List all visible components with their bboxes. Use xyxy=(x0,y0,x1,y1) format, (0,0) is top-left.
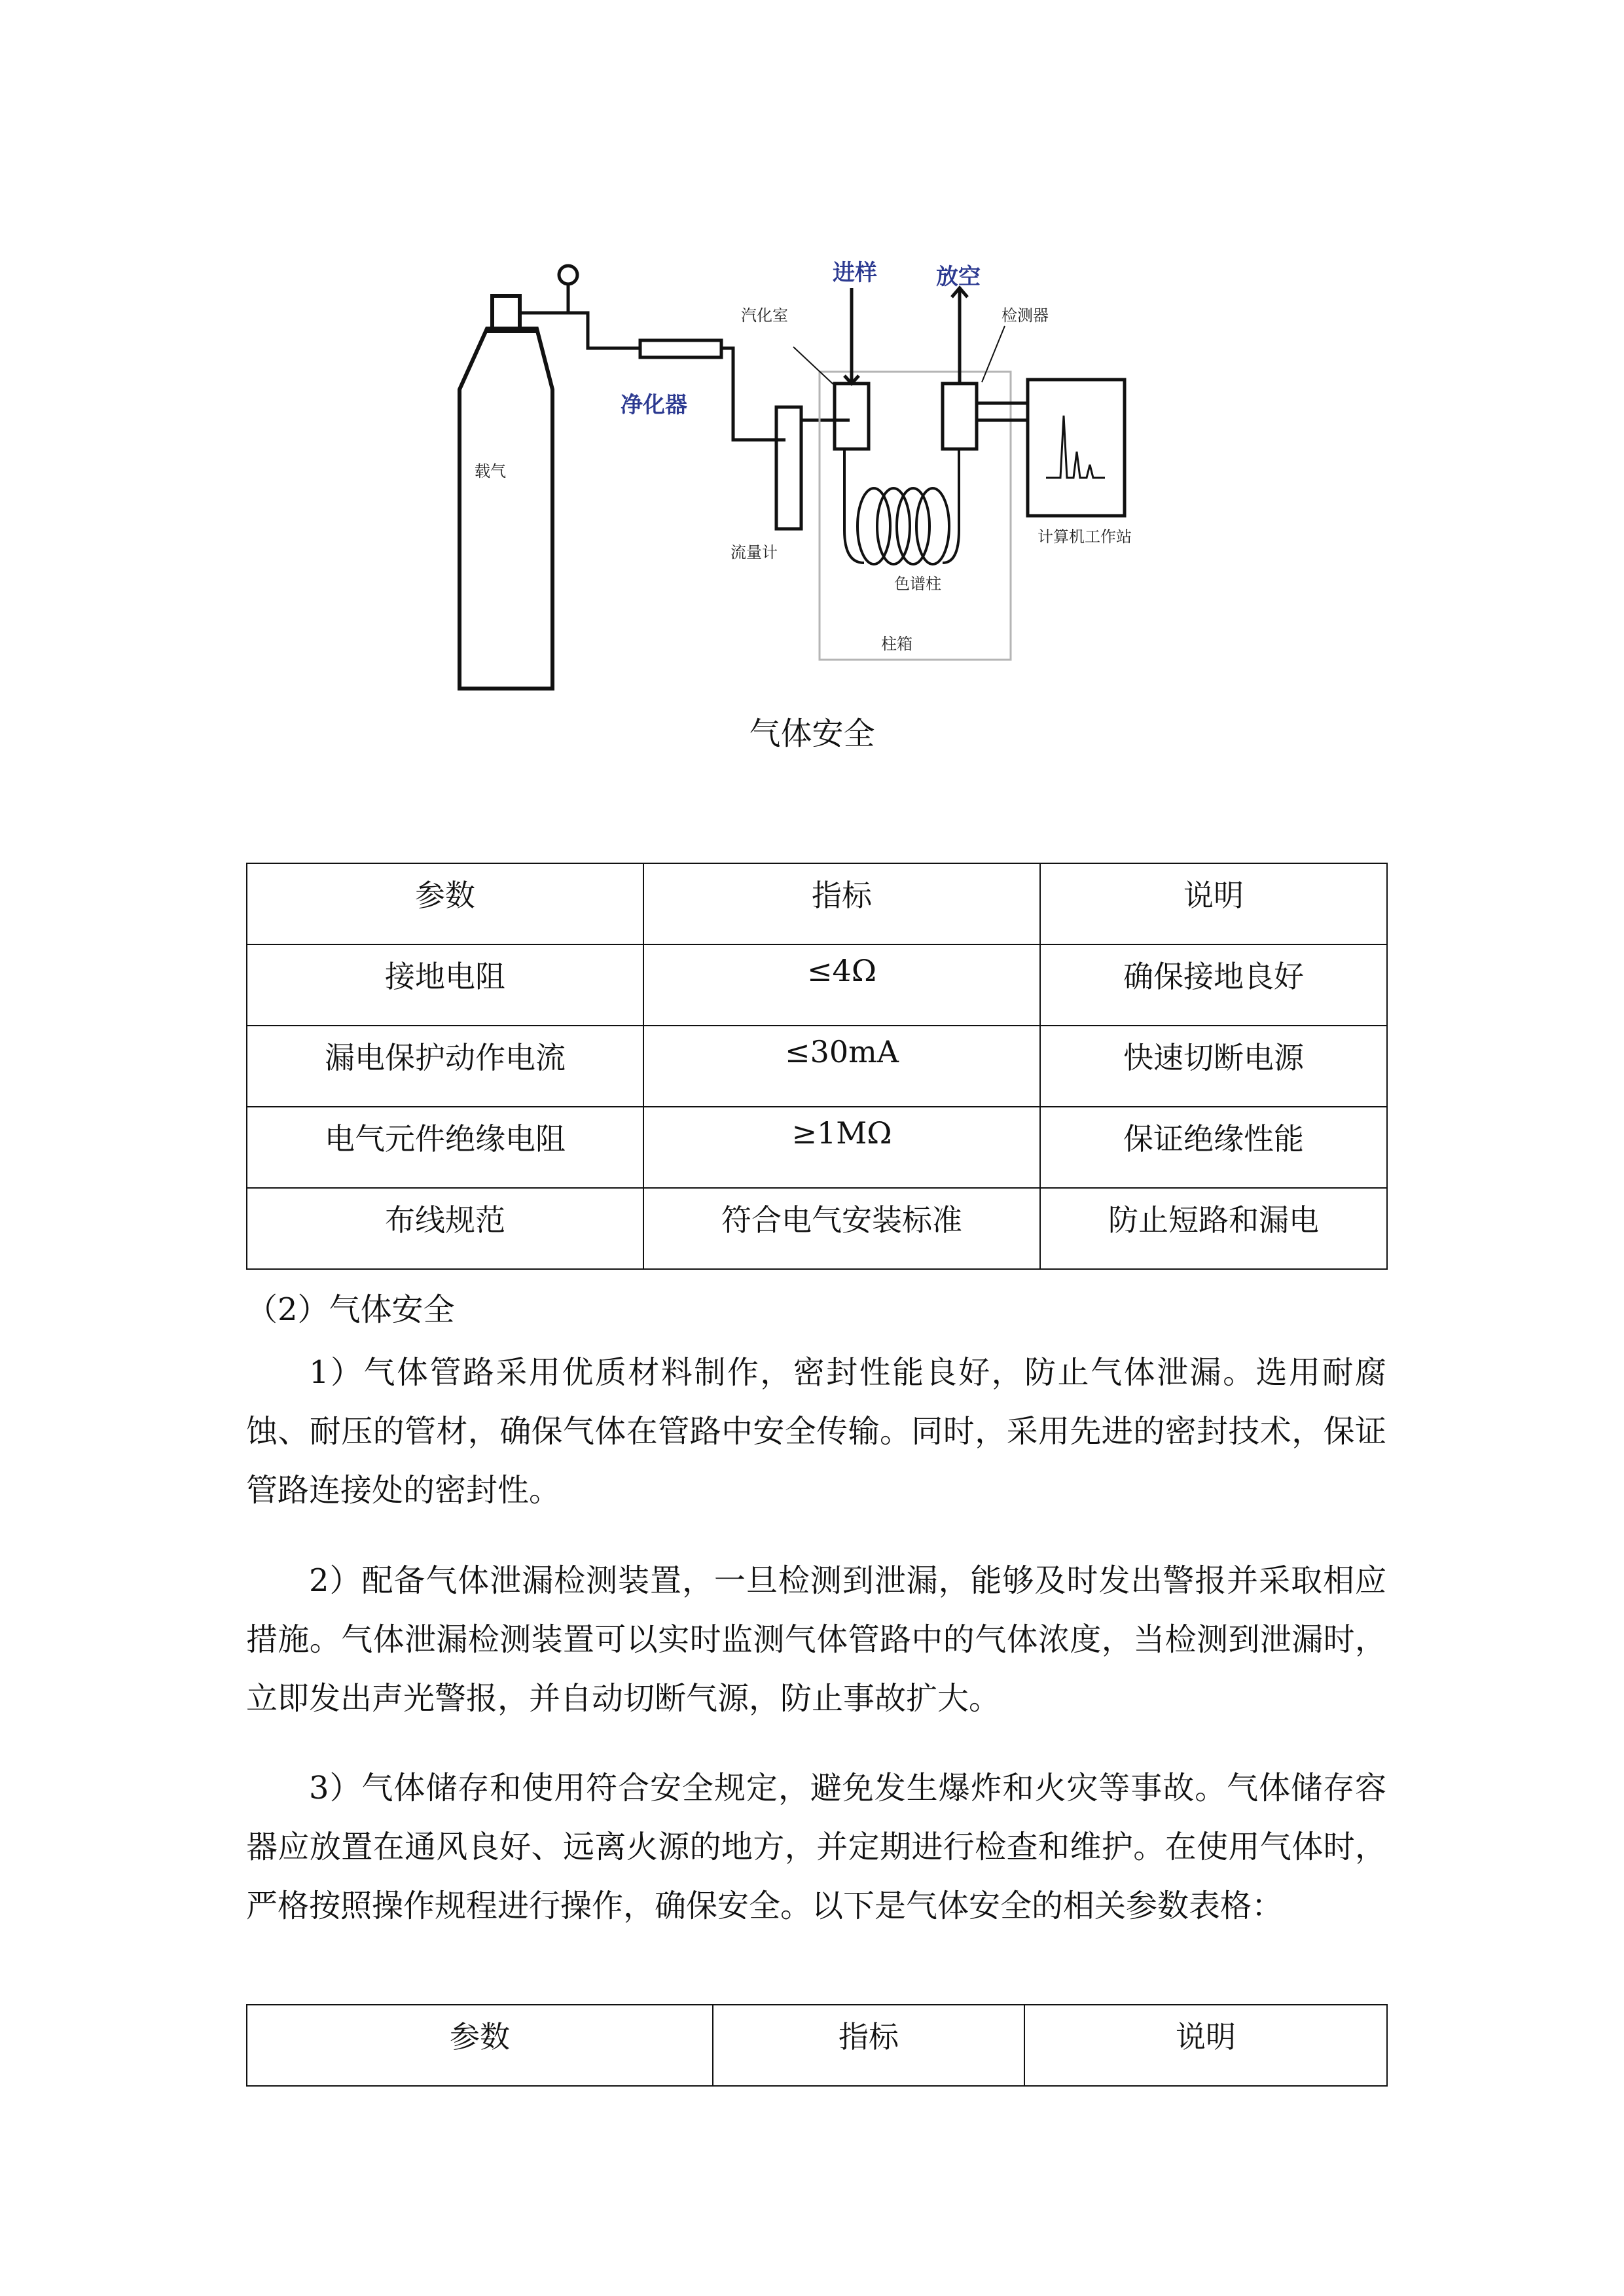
label-vent: 放空 xyxy=(936,264,981,290)
table-header-cell: 参数 xyxy=(247,2005,713,2086)
flowmeter xyxy=(776,407,850,529)
table-header-cell: 指标 xyxy=(643,863,1040,944)
table-header-row xyxy=(247,2005,1387,2086)
electrical-safety-table xyxy=(246,863,1388,1270)
label-injection: 进样 xyxy=(833,260,877,286)
table-cell: 布线规范 xyxy=(247,1188,643,1269)
table-cell: 确保接地良好 xyxy=(1040,944,1387,1026)
label-flowmeter: 流量计 xyxy=(731,543,778,562)
table-cell: 符合电气安装标准 xyxy=(643,1188,1040,1269)
gas-safety-table xyxy=(246,2004,1388,2087)
paragraph: 2）配备气体泄漏检测装置，一旦检测到泄漏，能够及时发出警报并采取相应措施。气体泄漏检测装置可以实时监测气体管路中的气体浓度，当检测到泄漏时，立即发出声光警报，并自动切断气源，防止事故扩大。 xyxy=(246,1562,1386,1717)
table-header-cell: 参数 xyxy=(247,863,643,944)
gas-cylinder xyxy=(460,296,552,689)
vaporizer xyxy=(793,288,869,449)
table-cell: ≤4Ω xyxy=(643,944,1040,1026)
table-cell: 电气元件绝缘电阻 xyxy=(247,1107,643,1188)
table-row xyxy=(247,1188,1387,1269)
computer-workstation xyxy=(1028,380,1125,516)
label-carrier-gas: 载气 xyxy=(475,462,506,480)
label-vaporizer: 汽化室 xyxy=(741,306,788,325)
table-header-cell: 指标 xyxy=(713,2005,1024,2086)
table-row xyxy=(247,944,1387,1026)
label-workstation: 计算机工作站 xyxy=(1038,528,1132,546)
table-cell: 保证绝缘性能 xyxy=(1040,1107,1387,1188)
label-purifier: 净化器 xyxy=(621,392,687,418)
table-header-cell: 说明 xyxy=(1040,863,1387,944)
table-header-cell: 说明 xyxy=(1024,2005,1387,2086)
table-row xyxy=(247,1026,1387,1107)
table-cell: 接地电阻 xyxy=(247,944,643,1026)
paragraph: 1）气体管路采用优质材料制作，密封性能良好，防止气体泄漏。选用耐腐蚀、耐压的管材，确保气体在管路中安全传输。同时，采用先进的密封技术，保证管路连接处的密封性。 xyxy=(246,1354,1386,1509)
table-cell: 快速切断电源 xyxy=(1040,1026,1387,1107)
gas-chromatograph-diagram xyxy=(419,249,1204,707)
label-detector: 检测器 xyxy=(1001,306,1049,325)
purifier xyxy=(640,340,785,440)
column-oven xyxy=(820,372,1011,660)
label-oven: 柱箱 xyxy=(881,635,912,653)
table-cell: ≥1MΩ xyxy=(643,1107,1040,1188)
paragraph: 3）气体储存和使用符合安全规定，避免发生爆炸和火灾等事故。气体储存容器应放置在通风良好、远离火源的地方，并定期进行检查和维护。在使用气体时，严格按照操作规程进行操作，确保安全。以下是气体安全的相关参数表格： xyxy=(246,1770,1386,1924)
label-column: 色谱柱 xyxy=(894,575,941,593)
table-header-row xyxy=(247,863,1387,944)
column-coil xyxy=(844,449,959,564)
table-cell: 漏电保护动作电流 xyxy=(247,1026,643,1107)
section-heading: （2）气体安全 xyxy=(246,1291,455,1328)
table-cell: ≤30mA xyxy=(643,1026,1040,1107)
figure-caption: 气体安全 xyxy=(749,715,875,752)
table-row xyxy=(247,1107,1387,1188)
table-cell: 防止短路和漏电 xyxy=(1040,1188,1387,1269)
